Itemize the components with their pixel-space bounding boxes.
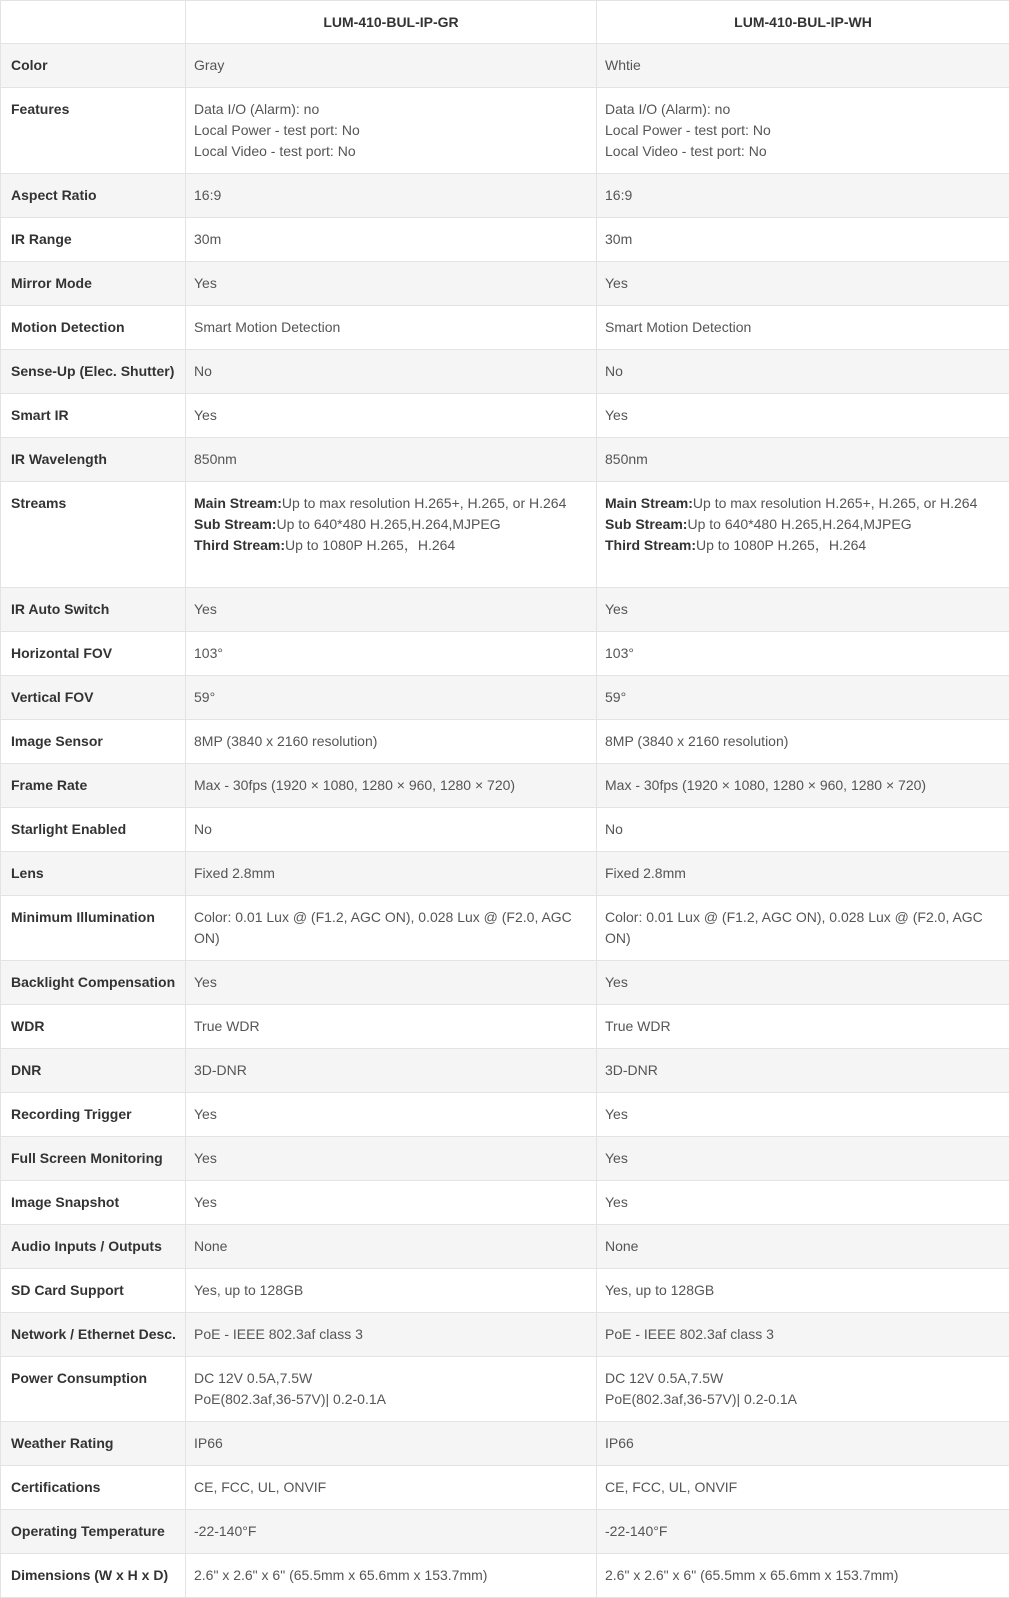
value-line: PoE(802.3af,36-57V)| 0.2-0.1A — [605, 1389, 1001, 1410]
table-row — [1, 218, 1009, 262]
spec-label: Minimum Illumination — [1, 896, 186, 961]
value-line: 30m — [605, 229, 1001, 250]
value-line: Yes — [194, 1104, 588, 1125]
spec-label: Frame Rate — [1, 764, 186, 808]
value-line: IP66 — [194, 1433, 588, 1454]
table-row — [1, 808, 1009, 852]
stream-line — [194, 493, 588, 514]
table-row — [1, 852, 1009, 896]
value-line: CE, FCC, UL, ONVIF — [194, 1477, 588, 1498]
spec-value-white — [597, 1137, 1009, 1181]
value-line: CE, FCC, UL, ONVIF — [605, 1477, 1001, 1498]
spec-value-gray — [186, 1049, 597, 1093]
value-line: Color: 0.01 Lux @ (F1.2, AGC ON), 0.028 Lux @ (F2.0, AGC ON) — [194, 907, 588, 949]
value-line: Yes — [194, 599, 588, 620]
value-line: Yes — [194, 1148, 588, 1169]
stream-line — [194, 514, 588, 535]
spec-value-white — [597, 306, 1009, 350]
value-line: IP66 — [605, 1433, 1001, 1454]
value-line: PoE - IEEE 802.3af class 3 — [605, 1324, 1001, 1345]
value-line: 8MP (3840 x 2160 resolution) — [194, 731, 588, 752]
spec-value-white — [597, 1510, 1009, 1554]
spec-value-gray — [186, 438, 597, 482]
table-row — [1, 394, 1009, 438]
spec-value-white — [597, 394, 1009, 438]
spec-value-white — [597, 1313, 1009, 1357]
spec-label: Sense-Up (Elec. Shutter) — [1, 350, 186, 394]
value-line: None — [194, 1236, 588, 1257]
header-model-gray: LUM-410-BUL-IP-GR — [186, 1, 597, 44]
stream-line — [605, 493, 1001, 514]
value-line: Smart Motion Detection — [605, 317, 1001, 338]
spec-value-gray — [186, 764, 597, 808]
table-row — [1, 1093, 1009, 1137]
spec-value-gray — [186, 1422, 597, 1466]
spec-label: Streams — [1, 482, 186, 588]
value-line: 103° — [194, 643, 588, 664]
spec-label: DNR — [1, 1049, 186, 1093]
stream-key: Main Stream: — [194, 495, 282, 511]
table-row — [1, 1313, 1009, 1357]
stream-key: Sub Stream: — [605, 516, 687, 532]
spec-label: Color — [1, 44, 186, 88]
spec-value-gray — [186, 808, 597, 852]
table-row — [1, 720, 1009, 764]
spec-value-gray — [186, 1005, 597, 1049]
stream-value: Up to 1080P H.265，H.264 — [285, 537, 455, 553]
stream-key: Sub Stream: — [194, 516, 276, 532]
spec-label: Recording Trigger — [1, 1093, 186, 1137]
value-line: Color: 0.01 Lux @ (F1.2, AGC ON), 0.028 Lux @ (F2.0, AGC ON) — [605, 907, 1001, 949]
spec-value-gray — [186, 44, 597, 88]
table-header-row — [1, 1, 1009, 44]
table-row — [1, 1049, 1009, 1093]
value-line: 103° — [605, 643, 1001, 664]
spec-value-gray — [186, 1510, 597, 1554]
spec-value-white — [597, 88, 1009, 174]
spec-value-white — [597, 1049, 1009, 1093]
spec-value-gray — [186, 88, 597, 174]
value-line: 850nm — [194, 449, 588, 470]
spec-value-gray — [186, 1357, 597, 1422]
spec-value-white — [597, 588, 1009, 632]
stream-key: Third Stream: — [605, 537, 696, 553]
spec-value-white — [597, 350, 1009, 394]
value-line: Yes — [194, 972, 588, 993]
spec-value-gray — [186, 1181, 597, 1225]
value-line: Max - 30fps (1920 × 1080, 1280 × 960, 1280 × 720) — [605, 775, 1001, 796]
stream-key: Main Stream: — [605, 495, 693, 511]
value-line: No — [605, 361, 1001, 382]
spec-value-white — [597, 764, 1009, 808]
table-row — [1, 1422, 1009, 1466]
spec-value-white — [597, 1225, 1009, 1269]
value-line: Gray — [194, 55, 588, 76]
header-empty-cell — [1, 1, 186, 44]
spec-label: Motion Detection — [1, 306, 186, 350]
spec-value-white — [597, 632, 1009, 676]
stream-value: Up to max resolution H.265+, H.265, or H.264 — [282, 495, 566, 511]
spec-value-gray — [186, 482, 597, 588]
stream-line — [605, 535, 1001, 556]
spec-value-gray — [186, 1313, 597, 1357]
spec-label: Image Sensor — [1, 720, 186, 764]
value-line: Yes — [194, 405, 588, 426]
spec-value-white — [597, 1357, 1009, 1422]
spec-label: Aspect Ratio — [1, 174, 186, 218]
value-line: 16:9 — [194, 185, 588, 206]
value-line: Local Power - test port: No — [194, 120, 588, 141]
table-row — [1, 438, 1009, 482]
value-line: No — [605, 819, 1001, 840]
value-line: True WDR — [605, 1016, 1001, 1037]
value-line: Data I/O (Alarm): no — [605, 99, 1001, 120]
value-line: -22-140°F — [194, 1521, 588, 1542]
spec-label: Features — [1, 88, 186, 174]
spec-value-gray — [186, 1093, 597, 1137]
spec-value-white — [597, 1005, 1009, 1049]
table-row — [1, 482, 1009, 588]
spec-label: Audio Inputs / Outputs — [1, 1225, 186, 1269]
stream-value: Up to 1080P H.265，H.264 — [696, 537, 866, 553]
table-row — [1, 350, 1009, 394]
spec-value-white — [597, 1466, 1009, 1510]
spec-value-white — [597, 1093, 1009, 1137]
spec-label: Lens — [1, 852, 186, 896]
table-row — [1, 961, 1009, 1005]
value-line: Local Video - test port: No — [605, 141, 1001, 162]
table-row — [1, 1005, 1009, 1049]
table-row — [1, 88, 1009, 174]
table-row — [1, 262, 1009, 306]
spec-value-white — [597, 218, 1009, 262]
value-line: Fixed 2.8mm — [605, 863, 1001, 884]
spec-value-white — [597, 262, 1009, 306]
value-line: Yes — [194, 273, 588, 294]
table-row — [1, 896, 1009, 961]
value-line: No — [194, 819, 588, 840]
value-line: 2.6" x 2.6" x 6" (65.5mm x 65.6mm x 153.7mm) — [194, 1565, 588, 1586]
table-row — [1, 676, 1009, 720]
value-line: Yes — [605, 1192, 1001, 1213]
spec-value-white — [597, 1181, 1009, 1225]
spec-value-gray — [186, 961, 597, 1005]
spec-value-white — [597, 961, 1009, 1005]
table-body — [1, 44, 1009, 1598]
spec-value-white — [597, 676, 1009, 720]
value-line: 3D-DNR — [605, 1060, 1001, 1081]
spec-label: Horizontal FOV — [1, 632, 186, 676]
value-line: True WDR — [194, 1016, 588, 1037]
stream-line — [194, 535, 588, 556]
spec-value-white — [597, 44, 1009, 88]
value-line: Yes — [605, 273, 1001, 294]
spec-label: Operating Temperature — [1, 1510, 186, 1554]
spec-value-gray — [186, 632, 597, 676]
value-line: Yes, up to 128GB — [605, 1280, 1001, 1301]
table-row — [1, 174, 1009, 218]
spec-value-gray — [186, 1466, 597, 1510]
spec-value-gray — [186, 218, 597, 262]
value-line: 2.6" x 2.6" x 6" (65.5mm x 65.6mm x 153.7mm) — [605, 1565, 1001, 1586]
spec-label: WDR — [1, 1005, 186, 1049]
value-line: No — [194, 361, 588, 382]
value-line: Yes, up to 128GB — [194, 1280, 588, 1301]
spec-value-gray — [186, 720, 597, 764]
spec-label: Weather Rating — [1, 1422, 186, 1466]
table-row — [1, 588, 1009, 632]
spec-value-gray — [186, 1554, 597, 1598]
value-line: Yes — [605, 972, 1001, 993]
spec-label: IR Range — [1, 218, 186, 262]
value-line: 59° — [194, 687, 588, 708]
value-line: DC 12V 0.5A,7.5W — [194, 1368, 588, 1389]
table-row — [1, 1357, 1009, 1422]
value-line: Local Power - test port: No — [605, 120, 1001, 141]
value-line: Local Video - test port: No — [194, 141, 588, 162]
table-row — [1, 1269, 1009, 1313]
value-line: Smart Motion Detection — [194, 317, 588, 338]
value-line: Whtie — [605, 55, 1001, 76]
table-row — [1, 1554, 1009, 1598]
spec-value-gray — [186, 350, 597, 394]
spec-value-white — [597, 896, 1009, 961]
spec-value-gray — [186, 306, 597, 350]
table-row — [1, 764, 1009, 808]
spec-value-white — [597, 174, 1009, 218]
value-line: 850nm — [605, 449, 1001, 470]
stream-value: Up to 640*480 H.265,H.264,MJPEG — [687, 516, 911, 532]
spec-value-gray — [186, 588, 597, 632]
spec-label: Starlight Enabled — [1, 808, 186, 852]
value-line: Data I/O (Alarm): no — [194, 99, 588, 120]
spec-label: Network / Ethernet Desc. — [1, 1313, 186, 1357]
spec-value-white — [597, 720, 1009, 764]
spec-value-gray — [186, 1269, 597, 1313]
spec-value-white — [597, 438, 1009, 482]
spec-value-white — [597, 808, 1009, 852]
stream-value: Up to 640*480 H.265,H.264,MJPEG — [276, 516, 500, 532]
stream-value: Up to max resolution H.265+, H.265, or H.264 — [693, 495, 977, 511]
spec-label: Full Screen Monitoring — [1, 1137, 186, 1181]
spec-value-gray — [186, 1225, 597, 1269]
value-line: Fixed 2.8mm — [194, 863, 588, 884]
spec-label: Dimensions (W x H x D) — [1, 1554, 186, 1598]
table-row — [1, 1181, 1009, 1225]
value-line: PoE - IEEE 802.3af class 3 — [194, 1324, 588, 1345]
table-row — [1, 44, 1009, 88]
value-line: Max - 30fps (1920 × 1080, 1280 × 960, 1280 × 720) — [194, 775, 588, 796]
value-line: PoE(802.3af,36-57V)| 0.2-0.1A — [194, 1389, 588, 1410]
spec-value-gray — [186, 394, 597, 438]
value-line: Yes — [605, 1148, 1001, 1169]
spec-label: SD Card Support — [1, 1269, 186, 1313]
spec-label: Backlight Compensation — [1, 961, 186, 1005]
spec-value-white — [597, 1554, 1009, 1598]
table-row — [1, 306, 1009, 350]
value-line: 30m — [194, 229, 588, 250]
table-row — [1, 1225, 1009, 1269]
spec-value-white — [597, 1422, 1009, 1466]
stream-key: Third Stream: — [194, 537, 285, 553]
value-line: 3D-DNR — [194, 1060, 588, 1081]
spec-value-gray — [186, 262, 597, 306]
header-model-white: LUM-410-BUL-IP-WH — [597, 1, 1009, 44]
value-line: Yes — [194, 1192, 588, 1213]
value-line: 16:9 — [605, 185, 1001, 206]
spec-value-white — [597, 1269, 1009, 1313]
spec-value-gray — [186, 852, 597, 896]
value-line: 8MP (3840 x 2160 resolution) — [605, 731, 1001, 752]
spec-label: Power Consumption — [1, 1357, 186, 1422]
spec-label: Vertical FOV — [1, 676, 186, 720]
spec-label: Mirror Mode — [1, 262, 186, 306]
value-line: None — [605, 1236, 1001, 1257]
value-line: Yes — [605, 1104, 1001, 1125]
value-line: Yes — [605, 599, 1001, 620]
spec-value-gray — [186, 174, 597, 218]
spec-label: Smart IR — [1, 394, 186, 438]
spec-value-white — [597, 482, 1009, 588]
value-line: -22-140°F — [605, 1521, 1001, 1542]
spec-label: IR Wavelength — [1, 438, 186, 482]
value-line: 59° — [605, 687, 1001, 708]
spec-value-gray — [186, 896, 597, 961]
spec-value-gray — [186, 1137, 597, 1181]
table-row — [1, 1137, 1009, 1181]
spec-value-white — [597, 852, 1009, 896]
value-line: Yes — [605, 405, 1001, 426]
table-row — [1, 1510, 1009, 1554]
value-line: DC 12V 0.5A,7.5W — [605, 1368, 1001, 1389]
spec-label: Certifications — [1, 1466, 186, 1510]
spec-label: Image Snapshot — [1, 1181, 186, 1225]
spec-value-gray — [186, 676, 597, 720]
table-row — [1, 1466, 1009, 1510]
stream-line — [605, 514, 1001, 535]
table-row — [1, 632, 1009, 676]
spec-label: IR Auto Switch — [1, 588, 186, 632]
